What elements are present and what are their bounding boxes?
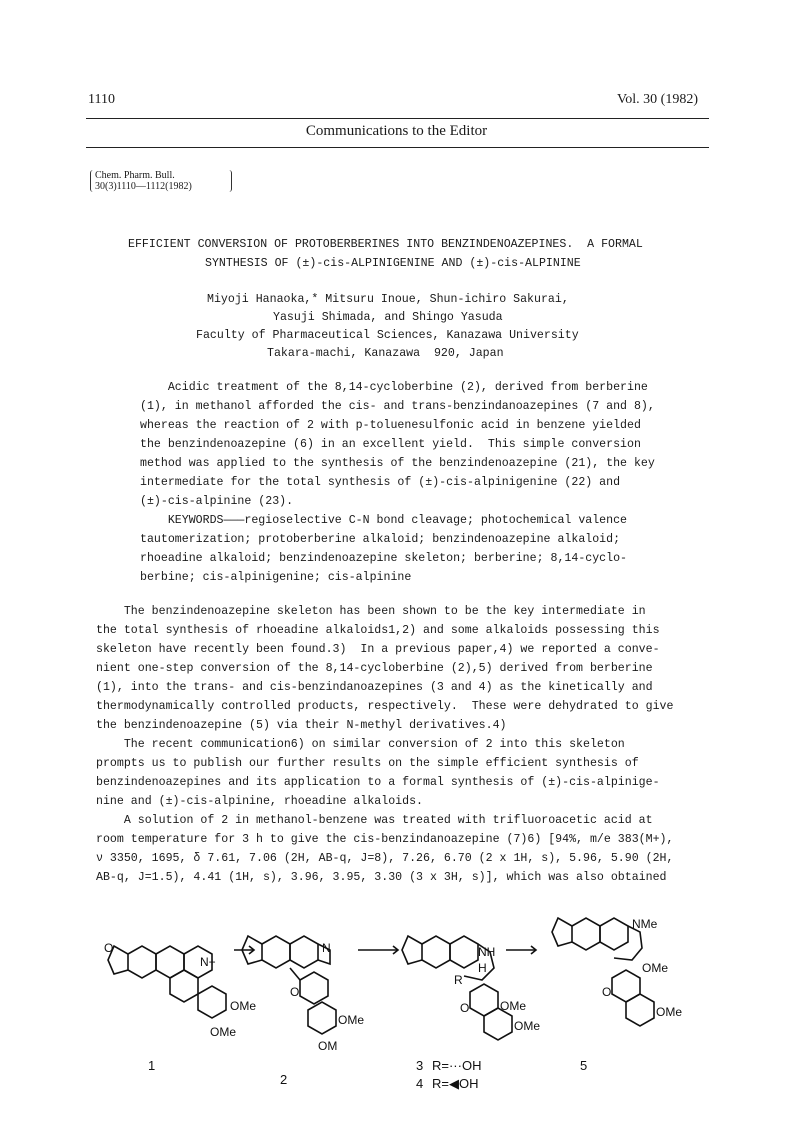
compound-5-structure (552, 918, 654, 1026)
abstract-line: the benzindenoazepine (6) in an excellent yield. This simple conversion (140, 438, 641, 451)
atom-label-o: O (290, 985, 300, 999)
substituent-ome: OMe (500, 999, 527, 1013)
compound-label-3: 3 (416, 1058, 424, 1073)
abstract-line: (±)-cis-alpinine (23). (140, 495, 294, 508)
compound-label-2: 2 (280, 1072, 288, 1087)
abstract-line: Acidic treatment of the 8,14-cycloberbine (2), derived from berberine (140, 381, 648, 394)
abstract-line: method was applied to the synthesis of the benzindenoazepine (21), the key (140, 457, 655, 470)
header-rule-top (86, 118, 709, 119)
atom-label-n: N (322, 941, 331, 955)
paper-title-line2: SYNTHESIS OF (±)-cis-ALPINIGENINE AND (±)-cis-ALPININE (205, 257, 581, 270)
abstract-line: whereas the reaction of 2 with p-toluenesulfonic acid in benzene yielded (140, 419, 641, 432)
body-line: AB-q, J=1.5), 4.41 (1H, s), 3.96, 3.95, 3.30 (3 x 3H, s)], which was also obtained (96, 871, 667, 884)
keywords-line: KEYWORDS———regioselective C-N bond cleavage; photochemical valence (140, 514, 628, 527)
atom-label-nh: NH (478, 945, 496, 959)
keywords-line: rhoeadine alkaloid; benzindenoazepine skeleton; berberine; 8,14-cyclo- (140, 552, 628, 565)
body-line: the total synthesis of rhoeadine alkaloids1,2) and some alkaloids possessing this (96, 624, 660, 637)
volume-label: Vol. 30 (1982) (616, 92, 698, 107)
paper-title-line1: EFFICIENT CONVERSION OF PROTOBERBERINES INTO BENZINDENOAZEPINES. A FORMAL (128, 238, 643, 251)
body-line: (1), into the trans- and cis-benzindanoazepines (3 and 4) as the kinetically and (96, 681, 653, 694)
atom-label-o: O (104, 941, 114, 955)
compound-3-substituent: R=···OH (432, 1058, 482, 1073)
body-line: prompts us to publish our further results on the simple efficient synthesis of (96, 757, 639, 770)
substituent-ome: OMe (338, 1013, 365, 1027)
header-rule-bottom (86, 147, 709, 148)
compound-label-5: 5 (580, 1058, 588, 1073)
atom-label-o: O (460, 1001, 470, 1015)
citation-journal: Chem. Pharm. Bull. (95, 170, 175, 181)
body-line: A solution of 2 in methanol-benzene was treated with trifluoroacetic acid at (96, 814, 653, 827)
compound-4-substituent: R=◀OH (432, 1076, 479, 1091)
body-line: thermodynamically controlled products, respectively. These were dehydrated to give (96, 700, 674, 713)
substituent-ome: OMe (230, 999, 257, 1013)
page-number: 1110 (88, 92, 115, 107)
substituent-ome: OMe (642, 961, 669, 975)
atom-label-o: O (602, 985, 612, 999)
compound-label-4: 4 (416, 1076, 424, 1091)
keywords-line: tautomerization; protoberberine alkaloid; benzindenoazepine alkaloid; (140, 533, 621, 546)
atom-label-r: R (454, 973, 463, 987)
compound-label-1: 1 (148, 1058, 156, 1073)
body-line: ν 3350, 1695, δ 7.61, 7.06 (2H, AB-q, J=8), 7.26, 6.70 (2 x 1H, s), 5.96, 5.90 (2H, (96, 852, 674, 865)
authors-line2: Yasuji Shimada, and Shingo Yasuda (273, 311, 503, 324)
address: Takara-machi, Kanazawa 920, Japan (267, 347, 504, 360)
abstract-line: intermediate for the total synthesis of (±)-cis-alpinigenine (22) and (140, 476, 621, 489)
citation-ref: 30(3)1110—1112(1982) (95, 181, 192, 192)
citation-box (90, 170, 232, 192)
substituent-ome: OMe (514, 1019, 541, 1033)
substituent-ome: OMe (656, 1005, 683, 1019)
compound-3-4-structure (402, 936, 512, 1040)
authors-line1: Miyoji Hanaoka,* Mitsuru Inoue, Shun-ichiro Sakurai, (207, 293, 569, 306)
body-line: nient one-step conversion of the 8,14-cycloberbine (2),5) derived from berberine (96, 662, 653, 675)
reaction-scheme (86, 892, 706, 1116)
body-line: The recent communication6) on similar conversion of 2 into this skeleton (96, 738, 625, 751)
substituent-om: OM (318, 1039, 338, 1053)
keywords-line: berbine; cis-alpinigenine; cis-alpinine (140, 571, 412, 584)
body-line: skeleton have recently been found.3) In a previous paper,4) we reported a conve- (96, 643, 660, 656)
body-line: benzindenoazepines and its application to a formal synthesis of (±)-cis-alpinige- (96, 776, 660, 789)
atom-label-nme: NMe (632, 917, 658, 931)
affiliation: Faculty of Pharmaceutical Sciences, Kanazawa University (196, 329, 579, 342)
body-line: nine and (±)-cis-alpinine, rhoeadine alkaloids. (96, 795, 423, 808)
body-line: The benzindenoazepine skeleton has been shown to be the key intermediate in (96, 605, 646, 618)
body-line: room temperature for 3 h to give the cis-benzindanoazepine (7)6) [94%, m/e 383(M+), (96, 833, 674, 846)
substituent-ome: OMe (210, 1025, 237, 1039)
atom-label-nplus: N+ (200, 955, 216, 969)
body-line: the benzindenoazepine (5) via their N-methyl derivatives.4) (96, 719, 507, 732)
atom-label-h: H (478, 961, 487, 975)
abstract-line: (1), in methanol afforded the cis- and trans-benzindanoazepines (7 and 8), (140, 400, 655, 413)
section-title: Communications to the Editor (305, 123, 488, 139)
